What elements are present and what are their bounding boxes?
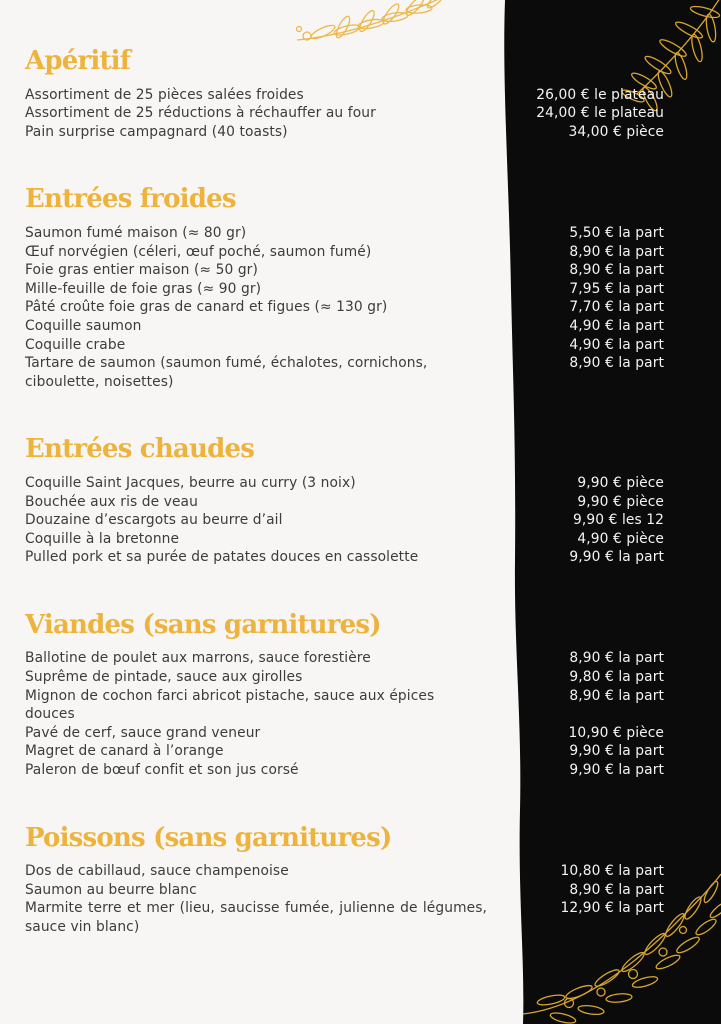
section-title: Apéritif bbox=[25, 46, 131, 76]
menu-item-row bbox=[25, 761, 664, 780]
item-name: Pulled pork et sa purée de patates douces en cassolette bbox=[25, 549, 419, 566]
menu-section bbox=[25, 611, 664, 780]
item-name: Dos de cabillaud, sauce champenoise bbox=[25, 863, 289, 880]
menu-item-row bbox=[25, 724, 664, 743]
menu-item-row bbox=[25, 243, 664, 262]
item-price: 8,90 € la part bbox=[569, 355, 664, 372]
section-title: Entrées froides bbox=[25, 184, 236, 215]
menu-item-row bbox=[25, 298, 664, 317]
item-name: Tartare de saumon (saumon fumé, échalotes, cornichons, ciboulette, noisettes) bbox=[25, 355, 428, 390]
item-price: 26,00 € le plateau bbox=[536, 86, 664, 103]
item-name: Pavé de cerf, sauce grand veneur bbox=[25, 724, 261, 741]
item-price: 9,90 € la part bbox=[569, 743, 664, 760]
item-name: Assortiment de 25 pièces salées froides bbox=[25, 86, 304, 103]
menu-item-row bbox=[25, 317, 664, 336]
menu-section bbox=[25, 47, 664, 141]
item-price: 4,90 € pièce bbox=[577, 530, 664, 547]
menu-item-row bbox=[25, 123, 664, 142]
item-price: 8,90 € la part bbox=[569, 881, 664, 898]
item-price: 7,95 € la part bbox=[569, 280, 664, 297]
menu-item-row bbox=[25, 899, 664, 936]
item-name: Coquille à la bretonne bbox=[25, 530, 180, 547]
item-price: 4,90 € la part bbox=[569, 336, 664, 353]
item-price: 4,90 € la part bbox=[569, 317, 664, 334]
menu-item-row bbox=[25, 86, 664, 105]
item-price: 5,50 € la part bbox=[569, 224, 664, 241]
item-name: Suprême de pintade, sauce aux girolles bbox=[25, 669, 303, 686]
menu-item-row bbox=[25, 354, 664, 391]
item-name: Pâté croûte foie gras de canard et figues (≈ 130 gr) bbox=[25, 299, 388, 316]
section-title: Viandes (sans garnitures) bbox=[25, 609, 381, 640]
item-name: Douzaine d’escargots au beurre d’ail bbox=[25, 512, 283, 529]
menu-item-row bbox=[25, 336, 664, 355]
menu-item-row bbox=[25, 742, 664, 761]
menu-section bbox=[25, 824, 664, 937]
item-name: Marmite terre et mer (lieu, saucisse fumée, julienne de légumes, sauce vin blanc) bbox=[25, 900, 487, 935]
item-name: Ballotine de poulet aux marrons, sauce forestière bbox=[25, 650, 371, 667]
menu-section bbox=[25, 185, 664, 391]
menu-item-row bbox=[25, 668, 664, 687]
menu-item-row bbox=[25, 687, 664, 724]
menu-item-row bbox=[25, 548, 664, 567]
item-name: Saumon au beurre blanc bbox=[25, 881, 197, 898]
item-price: 9,90 € la part bbox=[569, 549, 664, 566]
item-price: 10,80 € la part bbox=[560, 863, 664, 880]
item-price: 8,90 € la part bbox=[569, 687, 664, 704]
section-title: Poissons (sans garnitures) bbox=[25, 822, 392, 853]
item-name: Mignon de cochon farci abricot pistache, sauce aux épices douces bbox=[25, 687, 435, 723]
item-price: 8,90 € la part bbox=[569, 262, 664, 279]
item-price: 9,90 € pièce bbox=[577, 474, 664, 491]
item-price: 24,00 € le plateau bbox=[536, 105, 664, 122]
item-price: 9,90 € la part bbox=[569, 762, 664, 779]
item-price: 34,00 € pièce bbox=[568, 123, 664, 140]
item-name: Saumon fumé maison (≈ 80 gr) bbox=[25, 224, 247, 241]
menu-item-row bbox=[25, 881, 664, 900]
item-price: 7,70 € la part bbox=[569, 299, 664, 316]
section-title: Entrées chaudes bbox=[25, 434, 255, 465]
item-price: 8,90 € la part bbox=[569, 650, 664, 667]
item-name: Paleron de bœuf confit et son jus corsé bbox=[25, 762, 299, 779]
item-name: Assortiment de 25 réductions à réchauffer au four bbox=[25, 105, 376, 122]
menu-item-row bbox=[25, 261, 664, 280]
menu-item-row bbox=[25, 104, 664, 123]
item-name: Mille-feuille de foie gras (≈ 90 gr) bbox=[25, 280, 262, 297]
item-price: 9,80 € la part bbox=[569, 669, 664, 686]
menu-item-row bbox=[25, 474, 664, 493]
item-name: Coquille crabe bbox=[25, 336, 126, 353]
menu-item-row bbox=[25, 649, 664, 668]
item-price: 9,90 € les 12 bbox=[572, 512, 664, 529]
item-name: Foie gras entier maison (≈ 50 gr) bbox=[25, 262, 258, 279]
item-name: Œuf norvégien (céleri, œuf poché, saumon fumé) bbox=[25, 243, 372, 260]
item-name: Magret de canard à l’orange bbox=[25, 743, 224, 760]
item-name: Bouchée aux ris de veau bbox=[25, 493, 198, 510]
menu-section bbox=[25, 435, 664, 567]
menu-item-row bbox=[25, 280, 664, 299]
menu-item-row bbox=[25, 493, 664, 512]
menu-item-row bbox=[25, 511, 664, 530]
item-price: 12,90 € la part bbox=[560, 900, 664, 917]
menu-item-row bbox=[25, 224, 664, 243]
item-name: Coquille Saint Jacques, beurre au curry (3 noix) bbox=[25, 474, 356, 491]
item-price: 8,90 € la part bbox=[569, 243, 664, 260]
item-name: Pain surprise campagnard (40 toasts) bbox=[25, 123, 288, 140]
menu-item-row bbox=[25, 862, 664, 881]
menu-item-row bbox=[25, 530, 664, 549]
item-price: 10,90 € pièce bbox=[568, 724, 664, 741]
item-name: Coquille saumon bbox=[25, 317, 142, 334]
item-price: 9,90 € pièce bbox=[577, 493, 664, 510]
